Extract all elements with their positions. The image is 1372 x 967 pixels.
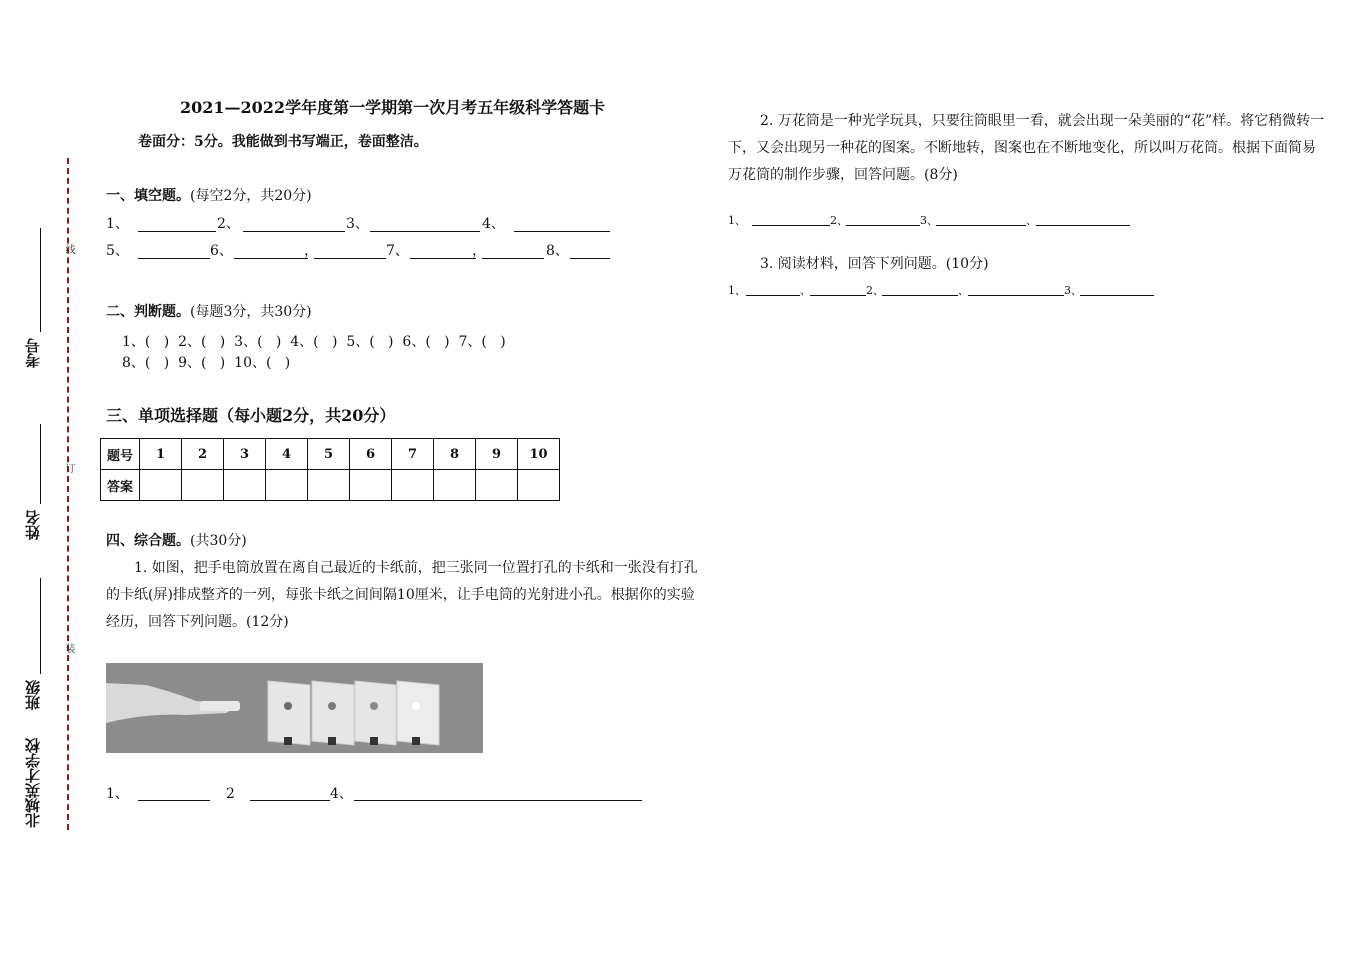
exam-no-label: 考号 bbox=[24, 338, 42, 368]
section1-heading-line bbox=[106, 188, 312, 204]
neatness-note: 卷面分：5分。我能做到书写端正，卷面整洁。 bbox=[138, 134, 428, 150]
card-hole bbox=[328, 702, 336, 710]
answer-cell[interactable] bbox=[308, 470, 350, 501]
fill-comma-6: ， bbox=[304, 243, 318, 259]
answer-cell[interactable] bbox=[266, 470, 308, 501]
binding-mark-xian: 线 bbox=[63, 244, 74, 254]
judge-row-1[interactable]: 1、( ) 2、( ) 3、( ) 4、( ) 5、( ) 6、( ) 7、( ) bbox=[122, 334, 506, 350]
fill-label-7: 7、 bbox=[386, 243, 409, 259]
binding-dashed-line bbox=[67, 158, 69, 830]
fill-label-2: 2、 bbox=[217, 216, 240, 232]
name-label: 姓名 bbox=[24, 510, 42, 540]
q3-blank-2b[interactable] bbox=[968, 295, 1064, 296]
q1-label-2: 2 bbox=[226, 786, 235, 802]
fill-blank-7a[interactable] bbox=[410, 258, 476, 259]
q3-blank-2a[interactable] bbox=[882, 295, 958, 296]
section4-note: (共30分) bbox=[190, 533, 247, 549]
fill-blank-7b[interactable] bbox=[482, 258, 544, 259]
exam-no-field[interactable] bbox=[40, 228, 41, 332]
answer-table-answer-row bbox=[101, 470, 560, 501]
judge-row-2[interactable]: 8、( ) 9、( ) 10、( ) bbox=[122, 355, 291, 371]
binding-mark-zhuang: 装 bbox=[63, 643, 74, 653]
section2-heading: 二、判断题。 bbox=[106, 304, 190, 320]
section3-heading: 三、单项选择题（每小题2分，共20分） bbox=[106, 406, 396, 425]
answer-cell[interactable] bbox=[350, 470, 392, 501]
fill-label-6: 6、 bbox=[210, 243, 233, 259]
answer-cell[interactable] bbox=[392, 470, 434, 501]
question-number: 3 bbox=[224, 439, 266, 470]
question-number: 2 bbox=[182, 439, 224, 470]
name-field[interactable] bbox=[40, 424, 41, 504]
card-2 bbox=[312, 681, 354, 745]
q1-text: 1. 如图，把手电筒放置在离自己最近的卡纸前，把三张同一位置打孔的卡纸和一张没有打孔的卡纸(屏)排成整齐的一列，每张卡纸之间间隔10厘米，让手电筒的光射进小孔。根据你的实验经历，回答下列问题。(12分) bbox=[106, 560, 698, 630]
school-label: 北城英才学校 bbox=[24, 738, 42, 828]
class-label: 班级 bbox=[24, 680, 42, 710]
section2-heading-line bbox=[106, 304, 312, 320]
q1-label-4: 4、 bbox=[330, 786, 353, 802]
answer-cell[interactable] bbox=[182, 470, 224, 501]
flashlight-cards-illustration bbox=[106, 663, 483, 753]
question-number: 5 bbox=[308, 439, 350, 470]
fill-blank-1[interactable] bbox=[138, 231, 216, 232]
answer-cell[interactable] bbox=[434, 470, 476, 501]
q1-blank-2[interactable] bbox=[250, 800, 330, 801]
answer-cell[interactable] bbox=[476, 470, 518, 501]
section1-heading: 一、填空题。 bbox=[106, 188, 190, 204]
flashlight-shape bbox=[200, 701, 240, 711]
section1-note: (每空2分，共20分) bbox=[190, 188, 312, 204]
q3-label-2: 2、 bbox=[866, 284, 884, 297]
q3-label-1: 1、 bbox=[728, 284, 746, 297]
fill-blank-3[interactable] bbox=[370, 231, 480, 232]
fill-blank-6b[interactable] bbox=[314, 258, 386, 259]
q3-text: 3. 阅读材料，回答下列问题。(10分) bbox=[760, 256, 989, 272]
q3-sep-1: 、 bbox=[800, 284, 811, 297]
q3-label-3: 3、 bbox=[1064, 284, 1082, 297]
page-title: 2021—2022学年度第一学期第一次月考五年级科学答题卡 bbox=[180, 98, 606, 117]
row-answer-label: 答案 bbox=[101, 470, 140, 501]
q3-blank-1a[interactable] bbox=[746, 295, 800, 296]
fill-label-5: 5、 bbox=[106, 243, 129, 259]
light-spot bbox=[412, 702, 420, 710]
binding-mark-ding: 订 bbox=[63, 463, 74, 473]
fill-label-8: 8、 bbox=[546, 243, 569, 259]
q1-blank-4[interactable] bbox=[354, 800, 642, 801]
card-3 bbox=[355, 681, 396, 745]
answer-table bbox=[100, 438, 560, 501]
row-header-label: 题号 bbox=[101, 439, 140, 470]
card-screen bbox=[397, 681, 439, 745]
q2-text: 2. 万花筒是一种光学玩具，只要往筒眼里一看，就会出现一朵美丽的“花”样。将它稍微转一下，又会出现另一种花的图案。不断地转，图案也在不断地变化，所以叫万花筒。根据下面简易万花筒的制作步骤，回答问题。(8分) bbox=[728, 113, 1325, 183]
fill-comma-7: ， bbox=[472, 243, 486, 259]
answer-cell[interactable] bbox=[518, 470, 560, 501]
fill-blank-6a[interactable] bbox=[234, 258, 308, 259]
q2-blank-2[interactable] bbox=[846, 225, 920, 226]
fill-label-4: 4、 bbox=[482, 216, 505, 232]
fill-blank-5[interactable] bbox=[138, 258, 210, 259]
q2-label-3: 3、 bbox=[920, 214, 938, 227]
q2-blank-3b[interactable] bbox=[1036, 225, 1130, 226]
question-number: 7 bbox=[392, 439, 434, 470]
q2-blank-3a[interactable] bbox=[936, 225, 1026, 226]
fill-label-1: 1、 bbox=[106, 216, 129, 232]
section2-note: (每题3分，共30分) bbox=[190, 304, 312, 320]
question-number: 4 bbox=[266, 439, 308, 470]
card-hole bbox=[370, 702, 378, 710]
q3-blank-3[interactable] bbox=[1080, 295, 1154, 296]
answer-cell[interactable] bbox=[224, 470, 266, 501]
section4-heading: 四、综合题。 bbox=[106, 533, 190, 549]
card-hole bbox=[284, 702, 292, 710]
question-number: 9 bbox=[476, 439, 518, 470]
q2-label-1: 1、 bbox=[728, 214, 746, 227]
experiment-figure bbox=[106, 663, 483, 753]
class-field[interactable] bbox=[40, 578, 41, 674]
q3-blank-1b[interactable] bbox=[810, 295, 866, 296]
q2-label-2: 2、 bbox=[830, 214, 848, 227]
fill-blank-8[interactable] bbox=[570, 258, 610, 259]
q1-blank-1[interactable] bbox=[138, 800, 210, 801]
fill-blank-2[interactable] bbox=[243, 231, 345, 232]
card-1 bbox=[268, 681, 310, 745]
question-number: 1 bbox=[140, 439, 182, 470]
answer-table-header-row bbox=[101, 439, 560, 470]
fill-blank-4[interactable] bbox=[514, 231, 610, 232]
answer-cell[interactable] bbox=[140, 470, 182, 501]
q2-blank-1[interactable] bbox=[752, 225, 830, 226]
question-number: 8 bbox=[434, 439, 476, 470]
section4-heading-line bbox=[106, 533, 247, 549]
q2-sep: 、 bbox=[1026, 214, 1037, 227]
q3-sep-2: 、 bbox=[958, 284, 969, 297]
question-number: 6 bbox=[350, 439, 392, 470]
q1-label-1: 1、 bbox=[106, 786, 129, 802]
fill-label-3: 3、 bbox=[346, 216, 369, 232]
question-number: 10 bbox=[518, 439, 560, 470]
